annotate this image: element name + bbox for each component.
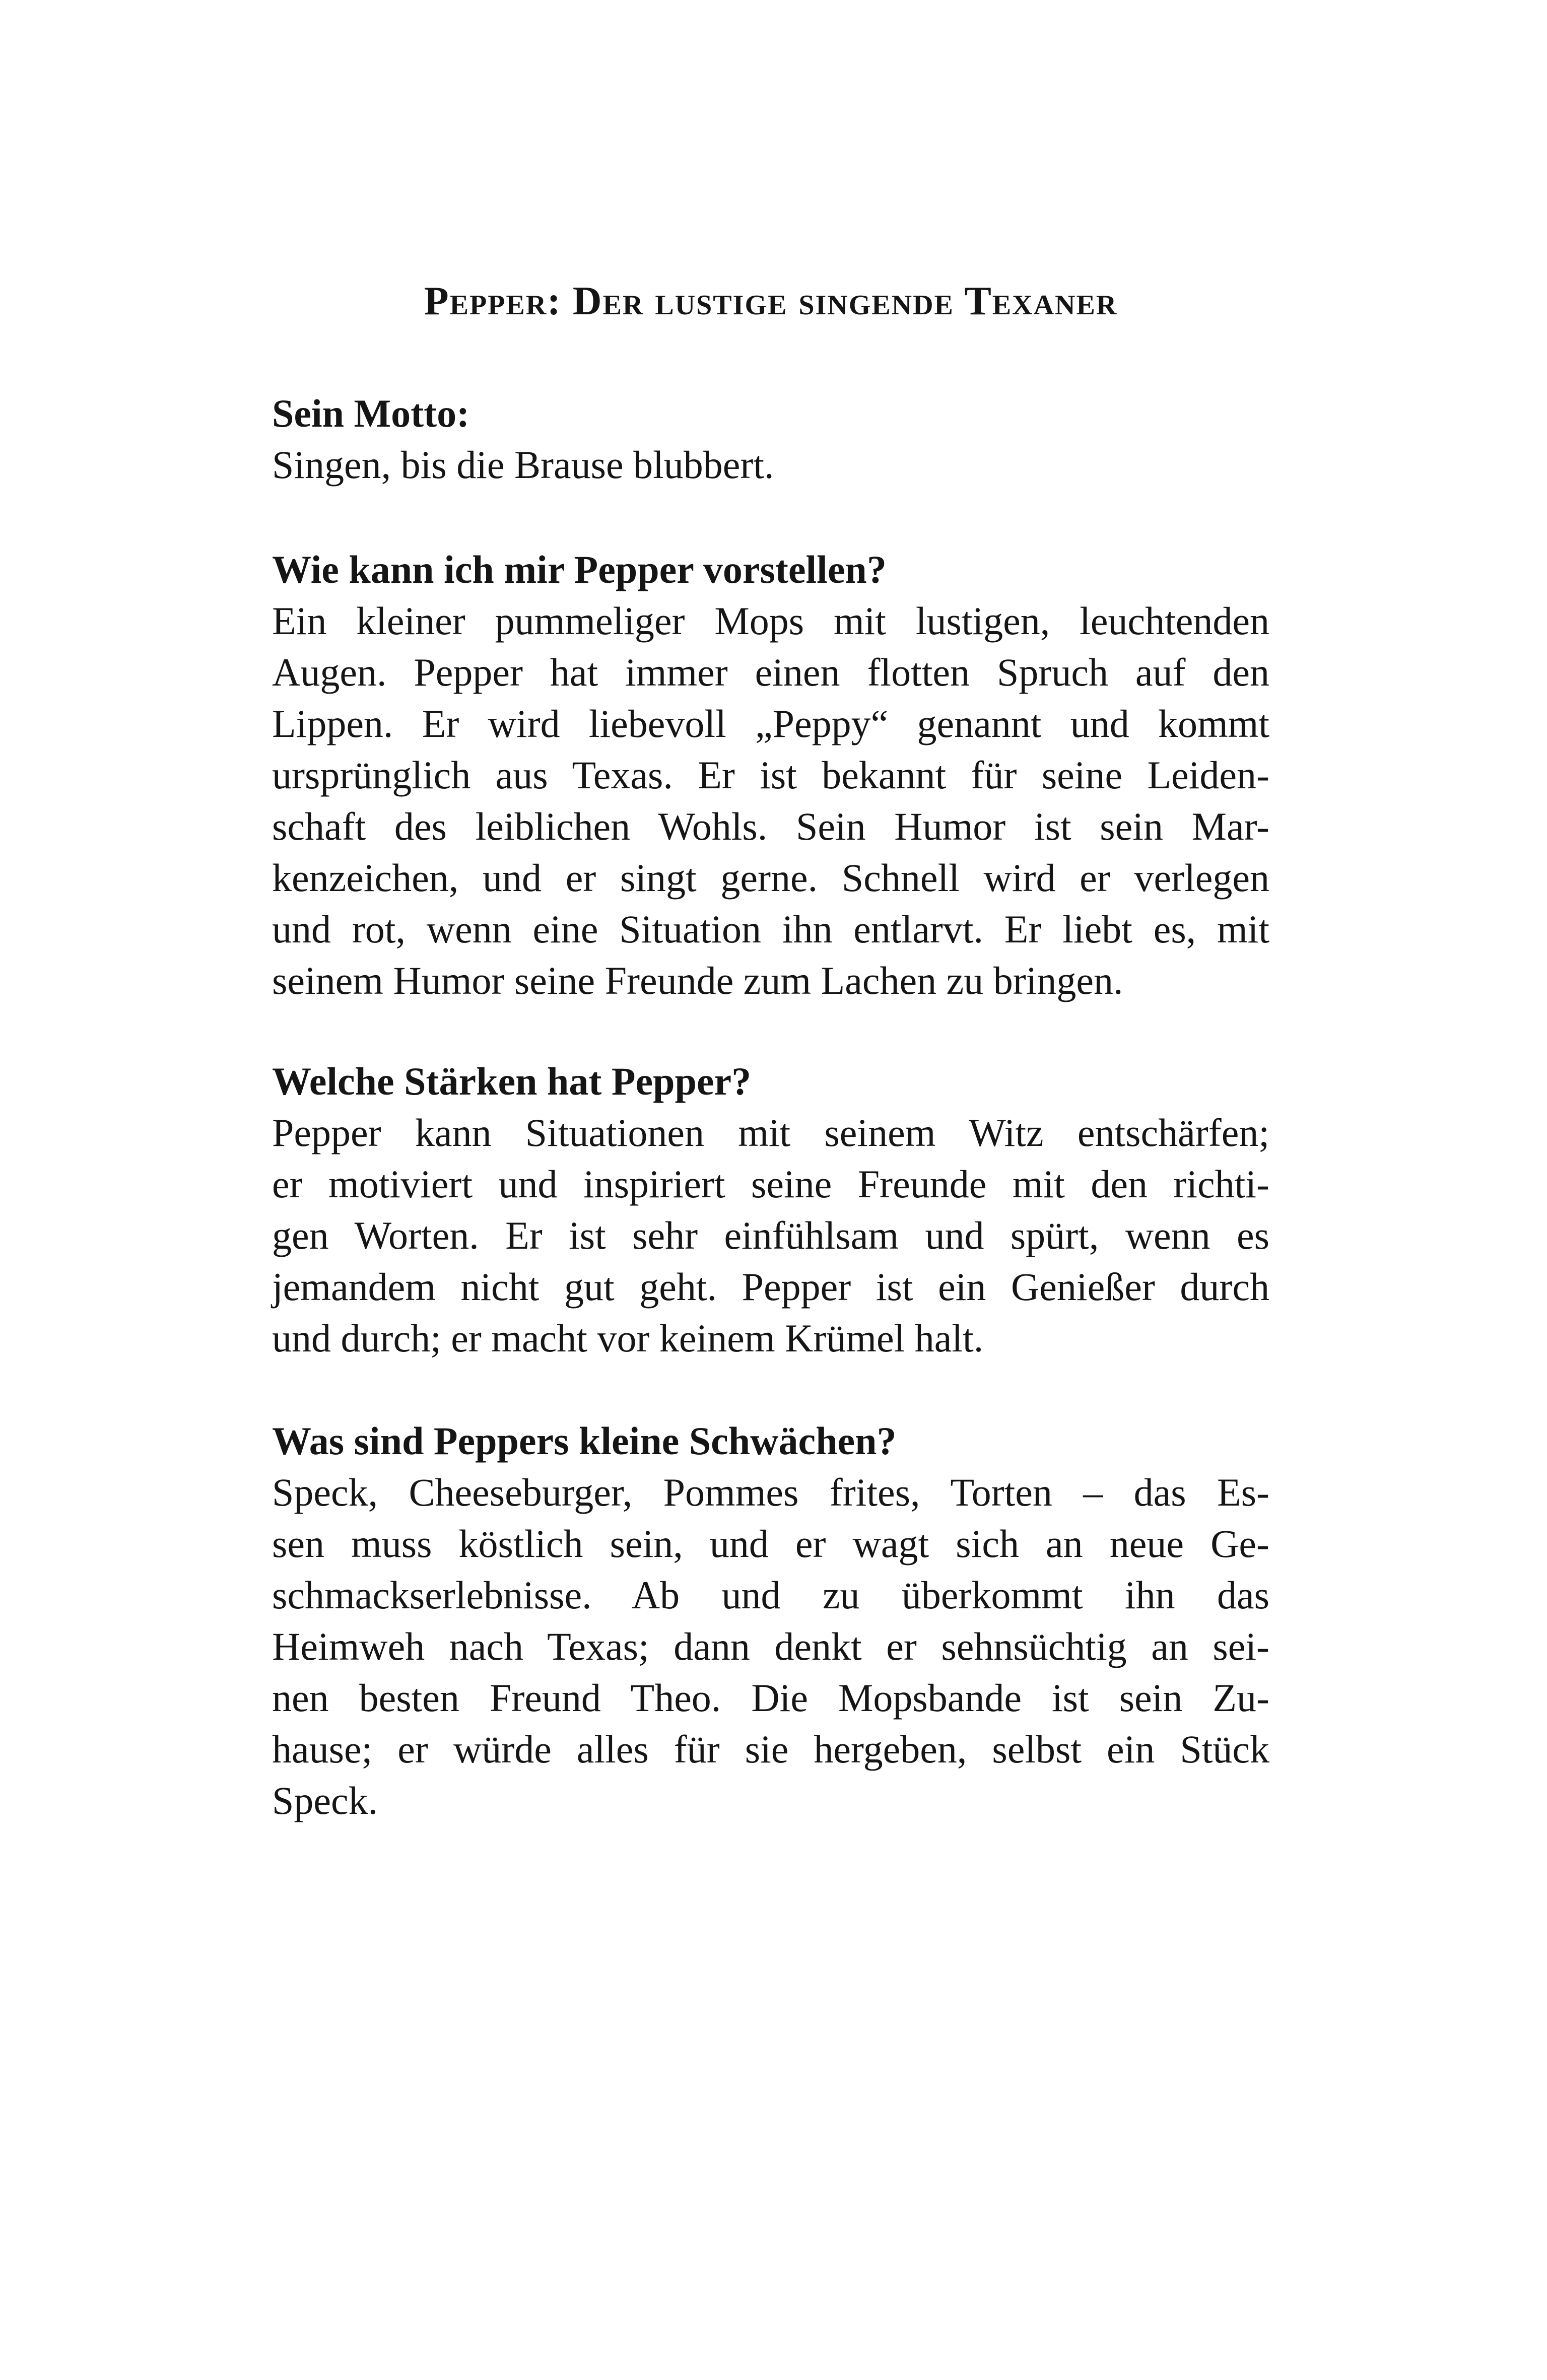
section-heading: Welche Stärken hat Pepper? xyxy=(272,1059,752,1103)
text-line: Heimweh nach Texas; dann denkt er sehnsüchtig an sei- xyxy=(272,1624,1269,1668)
text-line: nen besten Freund Theo. Die Mopsbande ist sein Zu- xyxy=(272,1676,1269,1720)
section-strengths xyxy=(272,1056,1269,1364)
text-line: und durch; er macht vor keinem Krümel halt. xyxy=(272,1316,984,1360)
text-line: er motiviert und inspiriert seine Freunde mit den richti- xyxy=(272,1162,1269,1206)
text-line: Augen. Pepper hat immer einen flotten Spruch auf den xyxy=(272,650,1269,694)
text-line: ursprünglich aus Texas. Er ist bekannt für seine Leiden- xyxy=(272,753,1269,797)
text-line: Speck. xyxy=(272,1779,378,1822)
section-heading: Sein Motto: xyxy=(272,391,470,435)
text-line: Ein kleiner pummeliger Mops mit lustigen, leuchtenden xyxy=(272,599,1269,643)
text-line: Pepper kann Situationen mit seinem Witz entschärfen; xyxy=(272,1111,1269,1154)
text-line: seinem Humor seine Freunde zum Lachen zu bringen. xyxy=(272,959,1123,1002)
section-heading: Wie kann ich mir Pepper vorstellen? xyxy=(272,548,887,591)
section-heading: Was sind Peppers kleine Schwächen? xyxy=(272,1419,897,1463)
text-line: sen muss köstlich sein, und er wagt sich an neue Ge- xyxy=(272,1522,1269,1566)
section-description xyxy=(272,544,1269,1006)
text-line: und rot, wenn eine Situation ihn entlarvt. Er liebt es, mit xyxy=(272,907,1269,951)
text-line: Singen, bis die Brause blubbert. xyxy=(272,443,774,487)
text-line: gen Worten. Er ist sehr einfühlsam und spürt, wenn es xyxy=(272,1213,1269,1257)
text-line: hause; er würde alles für sie hergeben, selbst ein Stück xyxy=(272,1727,1269,1771)
section-motto xyxy=(272,388,1269,491)
text-line: schaft des leiblichen Wohls. Sein Humor ist sein Mar- xyxy=(272,804,1269,848)
text-line: schmackserlebnisse. Ab und zu überkommt ihn das xyxy=(272,1573,1269,1617)
section-weaknesses xyxy=(272,1415,1269,1826)
text-line: jemandem nicht gut geht. Pepper ist ein Genießer durch xyxy=(272,1265,1269,1309)
text-line: kenzeichen, und er singt gerne. Schnell wird er verlegen xyxy=(272,856,1269,900)
text-line: Speck, Cheeseburger, Pommes frites, Torten – das Es- xyxy=(272,1470,1269,1514)
text-line: Lippen. Er wird liebevoll „Peppy“ genannt und kommt xyxy=(272,702,1269,745)
page-title: Pepper: Der lustige singende Texaner xyxy=(424,279,1118,323)
